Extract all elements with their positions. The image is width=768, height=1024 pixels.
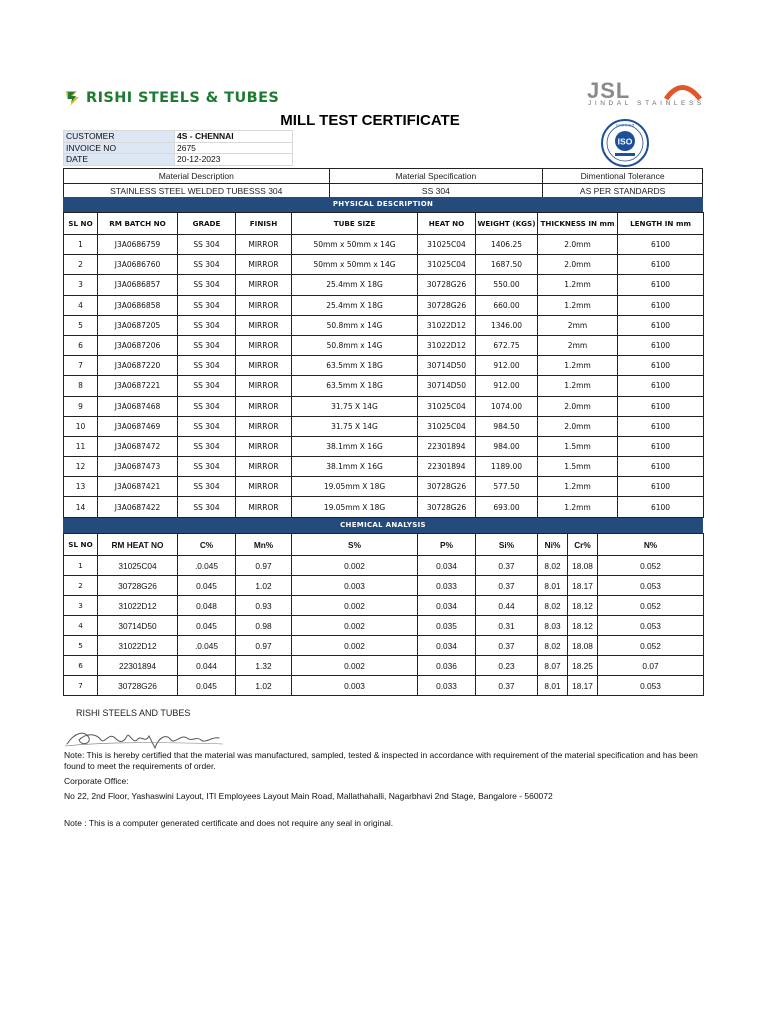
table-cell: 1687.50 bbox=[476, 255, 538, 275]
table-cell: 18.08 bbox=[568, 556, 598, 576]
table-cell: .0.045 bbox=[178, 636, 236, 656]
table-cell: 25.4mm X 18G bbox=[292, 275, 418, 295]
jsl-logo bbox=[586, 78, 704, 112]
material-header-row bbox=[64, 169, 703, 184]
corporate-office-label: Corporate Office: bbox=[64, 776, 129, 786]
physical-header-cell: LENGTH IN mm bbox=[618, 213, 704, 235]
physical-header-cell: RM BATCH NO bbox=[98, 213, 178, 235]
table-cell: SS 304 bbox=[178, 235, 236, 255]
table-cell: 0.033 bbox=[418, 676, 476, 696]
table-cell: MIRROR bbox=[236, 436, 292, 456]
table-cell: J3A0686857 bbox=[98, 275, 178, 295]
table-cell: 6100 bbox=[618, 295, 704, 315]
table-cell: 2.0mm bbox=[538, 416, 618, 436]
table-cell: 1189.00 bbox=[476, 457, 538, 477]
table-cell: MIRROR bbox=[236, 356, 292, 376]
table-row bbox=[64, 457, 704, 477]
chemical-header-row bbox=[64, 534, 704, 556]
table-cell: J3A0686759 bbox=[98, 235, 178, 255]
table-row bbox=[64, 356, 704, 376]
dimensional-tolerance-value: AS PER STANDARDS bbox=[543, 184, 703, 199]
physical-header-cell: SL NO bbox=[64, 213, 98, 235]
table-cell: 63.5mm X 18G bbox=[292, 376, 418, 396]
table-cell: MIRROR bbox=[236, 295, 292, 315]
table-cell: 0.045 bbox=[178, 576, 236, 596]
table-cell: 30728G26 bbox=[418, 295, 476, 315]
table-cell: 8.02 bbox=[538, 636, 568, 656]
table-cell: 0.98 bbox=[236, 616, 292, 636]
chemical-header-cell: SL NO bbox=[64, 534, 98, 556]
table-cell: 6 bbox=[64, 335, 98, 355]
table-cell: 22301894 bbox=[98, 656, 178, 676]
jsl-subtext: JINDAL STAINLESS bbox=[588, 100, 705, 107]
material-description-header: Material Description bbox=[64, 169, 330, 184]
table-cell: 30728G26 bbox=[98, 576, 178, 596]
table-cell: 3 bbox=[64, 596, 98, 616]
table-cell: SS 304 bbox=[178, 436, 236, 456]
table-cell: MIRROR bbox=[236, 335, 292, 355]
seal-iso-text: ISO bbox=[617, 136, 633, 147]
table-cell: 0.37 bbox=[476, 576, 538, 596]
table-cell: 19.05mm X 18G bbox=[292, 477, 418, 497]
table-cell: 2mm bbox=[538, 315, 618, 335]
table-cell: 8.07 bbox=[538, 656, 568, 676]
table-cell: J3A0687469 bbox=[98, 416, 178, 436]
table-cell: 0.002 bbox=[292, 616, 418, 636]
table-row bbox=[64, 636, 704, 656]
company-name: RISHI STEELS AND TUBES bbox=[76, 708, 191, 718]
table-cell: MIRROR bbox=[236, 497, 292, 517]
table-cell: 50.8mm x 14G bbox=[292, 315, 418, 335]
table-cell: 693.00 bbox=[476, 497, 538, 517]
table-cell: 0.044 bbox=[178, 656, 236, 676]
table-row bbox=[64, 376, 704, 396]
chemical-header-cell: N% bbox=[598, 534, 704, 556]
table-cell: 1.32 bbox=[236, 656, 292, 676]
physical-header-cell: TUBE SIZE bbox=[292, 213, 418, 235]
table-cell: 0.23 bbox=[476, 656, 538, 676]
table-cell: 1.02 bbox=[236, 676, 292, 696]
chemical-analysis-table bbox=[63, 533, 704, 696]
table-cell: 31025C04 bbox=[418, 396, 476, 416]
table-row bbox=[64, 235, 704, 255]
chemical-header-cell: P% bbox=[418, 534, 476, 556]
table-cell: 6100 bbox=[618, 436, 704, 456]
table-cell: J3A0687473 bbox=[98, 457, 178, 477]
table-cell: 6100 bbox=[618, 356, 704, 376]
table-cell: 0.034 bbox=[418, 636, 476, 656]
table-cell: J3A0687221 bbox=[98, 376, 178, 396]
table-cell: 0.052 bbox=[598, 636, 704, 656]
table-cell: MIRROR bbox=[236, 275, 292, 295]
table-cell: 6100 bbox=[618, 416, 704, 436]
table-cell: 3 bbox=[64, 275, 98, 295]
table-cell: SS 304 bbox=[178, 295, 236, 315]
table-cell: 5 bbox=[64, 636, 98, 656]
table-cell: 550.00 bbox=[476, 275, 538, 295]
table-cell: SS 304 bbox=[178, 416, 236, 436]
table-cell: 11 bbox=[64, 436, 98, 456]
table-cell: 0.31 bbox=[476, 616, 538, 636]
table-row bbox=[64, 315, 704, 335]
table-cell: 1.2mm bbox=[538, 376, 618, 396]
table-cell: 18.12 bbox=[568, 596, 598, 616]
computer-generated-note: Note : This is a computer generated certificate and does not require any seal in original. bbox=[64, 818, 394, 828]
material-description-value: STAINLESS STEEL WELDED TUBESSS 304 bbox=[64, 184, 330, 199]
table-cell: J3A0687206 bbox=[98, 335, 178, 355]
chemical-header-cell: C% bbox=[178, 534, 236, 556]
table-cell: J3A0686858 bbox=[98, 295, 178, 315]
table-cell: 1.2mm bbox=[538, 356, 618, 376]
table-cell: 6100 bbox=[618, 235, 704, 255]
material-specification-value: SS 304 bbox=[329, 184, 543, 199]
table-cell: SS 304 bbox=[178, 255, 236, 275]
table-cell: 1 bbox=[64, 556, 98, 576]
rishi-steels-logo bbox=[64, 86, 279, 110]
table-cell: 31022D12 bbox=[418, 315, 476, 335]
table-cell: 0.035 bbox=[418, 616, 476, 636]
table-cell: SS 304 bbox=[178, 477, 236, 497]
table-cell: 0.034 bbox=[418, 596, 476, 616]
table-cell: 0.052 bbox=[598, 556, 704, 576]
table-cell: 2mm bbox=[538, 335, 618, 355]
table-cell: 0.002 bbox=[292, 656, 418, 676]
table-cell: 0.07 bbox=[598, 656, 704, 676]
table-cell: 14 bbox=[64, 497, 98, 517]
table-cell: MIRROR bbox=[236, 235, 292, 255]
table-cell: MIRROR bbox=[236, 477, 292, 497]
table-cell: 672.75 bbox=[476, 335, 538, 355]
table-row bbox=[64, 275, 704, 295]
table-cell: 6100 bbox=[618, 457, 704, 477]
table-row bbox=[64, 335, 704, 355]
table-cell: 6100 bbox=[618, 497, 704, 517]
table-cell: J3A0687468 bbox=[98, 396, 178, 416]
table-cell: 31022D12 bbox=[418, 335, 476, 355]
table-cell: 0.002 bbox=[292, 636, 418, 656]
table-cell: 13 bbox=[64, 477, 98, 497]
table-row bbox=[64, 616, 704, 636]
table-cell: 0.93 bbox=[236, 596, 292, 616]
table-cell: 50mm x 50mm x 14G bbox=[292, 235, 418, 255]
table-cell: 0.034 bbox=[418, 556, 476, 576]
table-cell: 30728G26 bbox=[98, 676, 178, 696]
table-cell: SS 304 bbox=[178, 457, 236, 477]
table-row bbox=[64, 416, 704, 436]
table-row bbox=[64, 295, 704, 315]
physical-header-cell: GRADE bbox=[178, 213, 236, 235]
table-cell: 18.17 bbox=[568, 676, 598, 696]
table-cell: J3A0687205 bbox=[98, 315, 178, 335]
table-cell: 6100 bbox=[618, 477, 704, 497]
table-cell: 0.053 bbox=[598, 616, 704, 636]
table-cell: 6100 bbox=[618, 315, 704, 335]
table-cell: 30728G26 bbox=[418, 477, 476, 497]
table-cell: 1.5mm bbox=[538, 457, 618, 477]
table-cell: 8.01 bbox=[538, 676, 568, 696]
table-cell: 1.5mm bbox=[538, 436, 618, 456]
table-cell: 30728G26 bbox=[418, 497, 476, 517]
table-cell: 1.2mm bbox=[538, 497, 618, 517]
table-cell: SS 304 bbox=[178, 315, 236, 335]
table-cell: 0.97 bbox=[236, 556, 292, 576]
table-cell: 50mm x 50mm x 14G bbox=[292, 255, 418, 275]
table-row bbox=[64, 497, 704, 517]
table-cell: 0.002 bbox=[292, 596, 418, 616]
date-row bbox=[64, 154, 293, 166]
table-cell: 2.0mm bbox=[538, 396, 618, 416]
table-cell: 19.05mm X 18G bbox=[292, 497, 418, 517]
table-cell: 0.003 bbox=[292, 676, 418, 696]
table-cell: 38.1mm X 16G bbox=[292, 457, 418, 477]
table-cell: 0.003 bbox=[292, 576, 418, 596]
table-cell: 7 bbox=[64, 676, 98, 696]
table-cell: 2 bbox=[64, 255, 98, 275]
table-cell: J3A0687220 bbox=[98, 356, 178, 376]
physical-header-cell: FINISH bbox=[236, 213, 292, 235]
invoice-label: INVOICE NO bbox=[64, 142, 175, 154]
table-cell: 912.00 bbox=[476, 356, 538, 376]
table-cell: MIRROR bbox=[236, 315, 292, 335]
material-specification-header: Material Specification bbox=[329, 169, 543, 184]
table-cell: 6100 bbox=[618, 275, 704, 295]
jsl-arc-icon bbox=[666, 88, 700, 100]
page-title: MILL TEST CERTIFICATE bbox=[280, 112, 460, 129]
invoice-value: 2675 bbox=[175, 142, 293, 154]
table-cell: 8 bbox=[64, 376, 98, 396]
table-row bbox=[64, 556, 704, 576]
table-cell: 1.02 bbox=[236, 576, 292, 596]
material-table bbox=[63, 168, 703, 199]
table-cell: 6100 bbox=[618, 376, 704, 396]
table-cell: 18.12 bbox=[568, 616, 598, 636]
table-row bbox=[64, 596, 704, 616]
table-cell: 22301894 bbox=[418, 436, 476, 456]
table-cell: 0.045 bbox=[178, 676, 236, 696]
table-cell: J3A0687421 bbox=[98, 477, 178, 497]
table-cell: 0.053 bbox=[598, 676, 704, 696]
certification-note: Note: This is hereby certified that the material was manufactured, sampled, tested & inspected in accordance with requirement of the material specification and has been found to meet the requirements of order. bbox=[64, 750, 698, 771]
table-cell: 63.5mm X 18G bbox=[292, 356, 418, 376]
jsl-wordmark-text: JSL bbox=[587, 78, 631, 102]
table-cell: 1346.00 bbox=[476, 315, 538, 335]
table-cell: 2.0mm bbox=[538, 255, 618, 275]
table-cell: SS 304 bbox=[178, 356, 236, 376]
table-cell: 1.2mm bbox=[538, 295, 618, 315]
brand-name: RISHI STEELS & TUBES bbox=[86, 90, 280, 106]
table-cell: 9 bbox=[64, 396, 98, 416]
table-cell: 2.0mm bbox=[538, 235, 618, 255]
table-cell: .0.045 bbox=[178, 556, 236, 576]
table-cell: SS 304 bbox=[178, 396, 236, 416]
chemical-header-cell: Ni% bbox=[538, 534, 568, 556]
physical-description-table bbox=[63, 212, 704, 518]
table-cell: 0.052 bbox=[598, 596, 704, 616]
table-cell: MIRROR bbox=[236, 396, 292, 416]
table-cell: 4 bbox=[64, 295, 98, 315]
table-row bbox=[64, 255, 704, 275]
table-cell: 984.50 bbox=[476, 416, 538, 436]
table-cell: 0.045 bbox=[178, 616, 236, 636]
table-cell: 1406.25 bbox=[476, 235, 538, 255]
table-cell: 984.00 bbox=[476, 436, 538, 456]
table-cell: 31025C04 bbox=[418, 235, 476, 255]
physical-header-row bbox=[64, 213, 704, 235]
table-cell: 38.1mm X 16G bbox=[292, 436, 418, 456]
dimensional-tolerance-header: Dimentional Tolerance bbox=[543, 169, 703, 184]
customer-value: 4S - CHENNAI bbox=[175, 131, 293, 143]
table-cell: 0.048 bbox=[178, 596, 236, 616]
customer-row bbox=[64, 131, 293, 143]
table-cell: 31022D12 bbox=[98, 636, 178, 656]
table-cell: 6100 bbox=[618, 396, 704, 416]
table-cell: MIRROR bbox=[236, 416, 292, 436]
table-cell: 31022D12 bbox=[98, 596, 178, 616]
table-cell: 0.002 bbox=[292, 556, 418, 576]
table-cell: 6100 bbox=[618, 255, 704, 275]
chemical-analysis-bar: CHEMICAL ANALYSIS bbox=[63, 518, 703, 533]
corporate-office-address: No 22, 2nd Floor, Yashaswini Layout, ITI Employees Layout Main Road, Mallathahalli, Nagarbhavi 2nd Stage, Bangalore - 560072 bbox=[64, 791, 553, 801]
table-cell: 0.37 bbox=[476, 636, 538, 656]
table-cell: SS 304 bbox=[178, 376, 236, 396]
table-row bbox=[64, 477, 704, 497]
table-cell: 660.00 bbox=[476, 295, 538, 315]
table-cell: 8.02 bbox=[538, 556, 568, 576]
table-cell: 577.50 bbox=[476, 477, 538, 497]
table-cell: 30714D50 bbox=[418, 356, 476, 376]
table-cell: 2 bbox=[64, 576, 98, 596]
date-value: 20-12-2023 bbox=[175, 154, 293, 166]
table-cell: 31025C04 bbox=[98, 556, 178, 576]
table-cell: 1.2mm bbox=[538, 477, 618, 497]
table-cell: 8.03 bbox=[538, 616, 568, 636]
table-cell: MIRROR bbox=[236, 457, 292, 477]
physical-header-cell: WEIGHT (KGS) bbox=[476, 213, 538, 235]
table-cell: 50.8mm x 14G bbox=[292, 335, 418, 355]
table-cell: 0.033 bbox=[418, 576, 476, 596]
table-cell: 18.25 bbox=[568, 656, 598, 676]
invoice-row bbox=[64, 142, 293, 154]
table-row bbox=[64, 676, 704, 696]
chemical-header-cell: Cr% bbox=[568, 534, 598, 556]
table-cell: J3A0687472 bbox=[98, 436, 178, 456]
table-cell: SS 304 bbox=[178, 275, 236, 295]
table-cell: 0.053 bbox=[598, 576, 704, 596]
rishi-logo-mark-icon bbox=[64, 88, 84, 108]
table-cell: 25.4mm X 18G bbox=[292, 295, 418, 315]
table-row bbox=[64, 576, 704, 596]
date-label: DATE bbox=[64, 154, 175, 166]
table-cell: 1 bbox=[64, 235, 98, 255]
table-cell: 0.97 bbox=[236, 636, 292, 656]
table-row bbox=[64, 396, 704, 416]
table-cell: 5 bbox=[64, 315, 98, 335]
physical-description-bar: PHYSICAL DESCRIPTION bbox=[63, 197, 703, 212]
seal-ring-text: CERTIFIED bbox=[615, 123, 635, 128]
signature-image bbox=[63, 722, 253, 752]
table-cell: 18.17 bbox=[568, 576, 598, 596]
chemical-header-cell: Si% bbox=[476, 534, 538, 556]
table-cell: 6 bbox=[64, 656, 98, 676]
table-cell: 4 bbox=[64, 616, 98, 636]
table-cell: 0.37 bbox=[476, 676, 538, 696]
table-cell: J3A0687422 bbox=[98, 497, 178, 517]
table-cell: 31025C04 bbox=[418, 416, 476, 436]
table-cell: 30714D50 bbox=[418, 376, 476, 396]
table-cell: 10 bbox=[64, 416, 98, 436]
customer-info-table bbox=[63, 130, 293, 166]
table-row bbox=[64, 436, 704, 456]
jsl-wordmark bbox=[586, 78, 704, 102]
table-cell: 12 bbox=[64, 457, 98, 477]
table-cell: 31.75 X 14G bbox=[292, 396, 418, 416]
iso-certified-seal-icon bbox=[600, 118, 650, 168]
table-cell: 31025C04 bbox=[418, 255, 476, 275]
chemical-header-cell: RM HEAT NO bbox=[98, 534, 178, 556]
table-cell: J3A0686760 bbox=[98, 255, 178, 275]
chemical-header-cell: Mn% bbox=[236, 534, 292, 556]
table-cell: 0.37 bbox=[476, 556, 538, 576]
table-cell: 912.00 bbox=[476, 376, 538, 396]
table-cell: 1.2mm bbox=[538, 275, 618, 295]
chemical-header-cell: S% bbox=[292, 534, 418, 556]
table-cell: 22301894 bbox=[418, 457, 476, 477]
table-cell: 8.01 bbox=[538, 576, 568, 596]
table-cell: 30714D50 bbox=[98, 616, 178, 636]
customer-label: CUSTOMER bbox=[64, 131, 175, 143]
table-cell: 0.44 bbox=[476, 596, 538, 616]
physical-header-cell: THICKNESS IN mm bbox=[538, 213, 618, 235]
table-cell: 8.02 bbox=[538, 596, 568, 616]
table-cell: 6100 bbox=[618, 335, 704, 355]
table-cell: SS 304 bbox=[178, 497, 236, 517]
table-cell: MIRROR bbox=[236, 376, 292, 396]
table-cell: 1074.00 bbox=[476, 396, 538, 416]
table-cell: 0.036 bbox=[418, 656, 476, 676]
physical-header-cell: HEAT NO bbox=[418, 213, 476, 235]
table-cell: 30728G26 bbox=[418, 275, 476, 295]
table-cell: 18.08 bbox=[568, 636, 598, 656]
table-cell: MIRROR bbox=[236, 255, 292, 275]
table-cell: 31.75 X 14G bbox=[292, 416, 418, 436]
table-row bbox=[64, 656, 704, 676]
table-cell: SS 304 bbox=[178, 335, 236, 355]
table-cell: 7 bbox=[64, 356, 98, 376]
